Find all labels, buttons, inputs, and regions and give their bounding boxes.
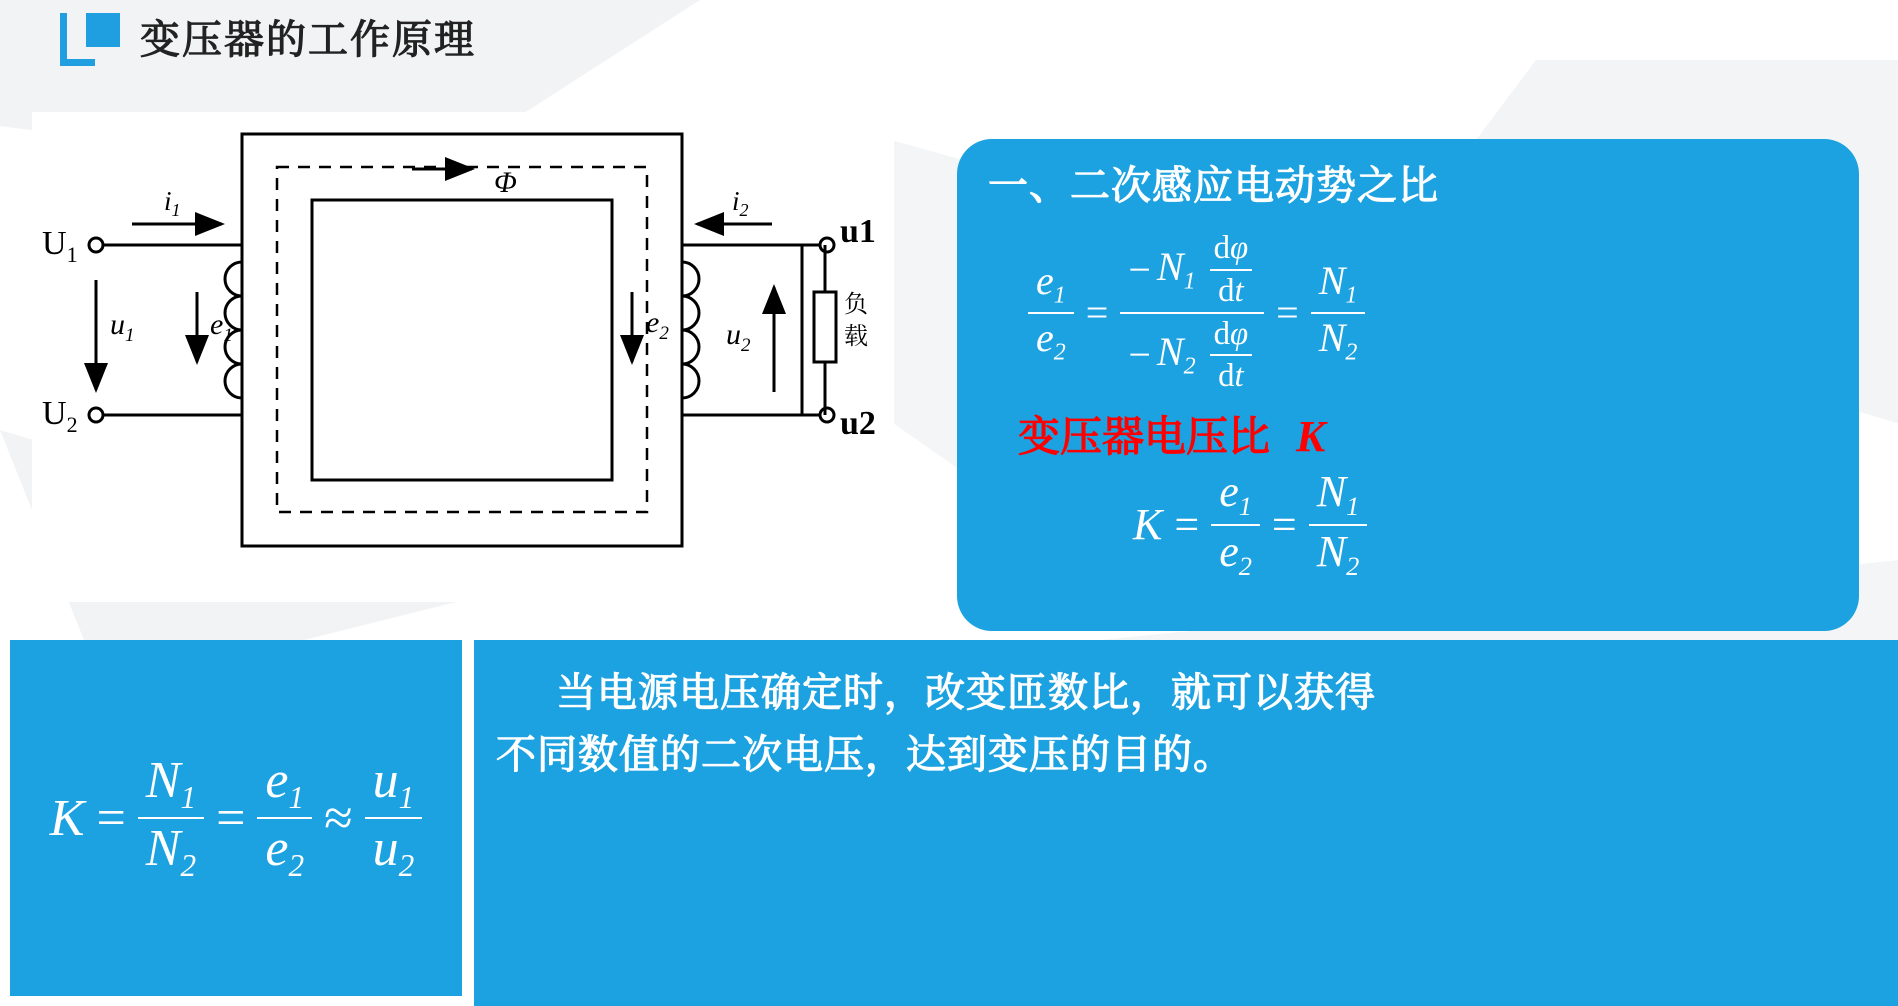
svg-text:负: 负: [844, 290, 868, 318]
svg-text:载: 载: [844, 322, 868, 350]
explanation-line-2: 不同数值的二次电压，达到变压的目的。: [496, 732, 1234, 778]
svg-text:U2: $U_2$: [42, 395, 78, 437]
k-formula-panel: [10, 640, 462, 996]
svg-text:u2: u2: [840, 405, 876, 442]
svg-text:u2: $u_2$: [726, 318, 751, 356]
page-header: [60, 8, 476, 65]
voltage-ratio-label: 变压器电压比 K: [1018, 412, 1326, 461]
svg-text:u1: $u_1$: [110, 308, 135, 346]
equation-emf-ratio: $\frac{e_1}{e_2}$ = − $N_1$ $\frac{d\varphi}{dt}$ − $N_2$ $\frac{d\varphi}{dt}$ = $\frac{N_1}{N_2}$: [1028, 232, 1365, 393]
svg-text:Φ: Φ: [494, 166, 517, 199]
svg-text:U1: $U_1$: [42, 225, 78, 267]
formula-panel: [958, 140, 1858, 630]
formula-panel-title: 一、二次感应电动势之比: [988, 163, 1439, 209]
equation-voltage-ratio: K = $\frac{e_1}{e_2}$ = $\frac{N_1}{N_2}$: [1133, 470, 1367, 579]
explanation-panel: [474, 640, 1898, 1006]
svg-text:i1: $i_1$: [164, 186, 181, 220]
transformer-circuit-diagram: [32, 112, 894, 602]
svg-text:u1: u1: [840, 213, 876, 250]
svg-text:i2: $i_2$: [732, 186, 749, 220]
explanation-line-1: 当电源电压确定时，改变匝数比，就可以获得: [556, 670, 1376, 716]
page-title: 变压器的工作原理: [140, 17, 476, 63]
svg-text:e2: $e_2$: [646, 306, 669, 344]
header-decoration-icon: [60, 9, 122, 65]
svg-text:e1: $e_1$: [210, 308, 233, 346]
equation-k: K = $\frac{N_1}{N_2}$ = $\frac{e_1}{e_2}$ ≈ $\frac{u_1}{u_2}$: [50, 755, 422, 881]
